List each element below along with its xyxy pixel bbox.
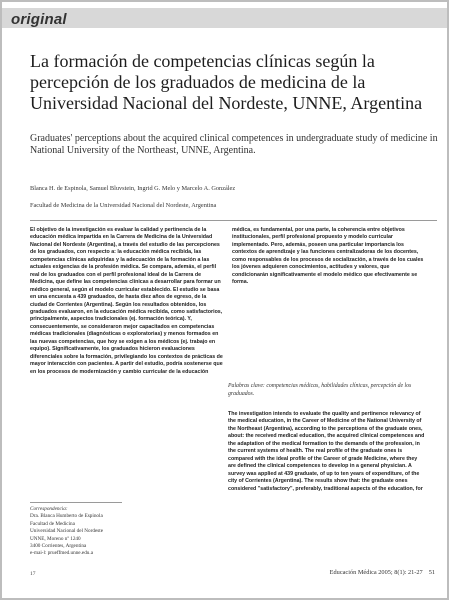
article-page <box>2 2 447 598</box>
abstract-es: El objetivo de la investigación es evaluar la calidad y pertinencia de la educación médica impartida en la Carrera de Medicina de la Universidad Nacional del Nordeste (Argentina), a través del estudio de las percepciones de los graduados, con respecto a: la educación médica recibida, las competencias clínicas adquiridas y la adecuación de la formación a las actuales exigencias de la profesión médica. Se compara, además, el perfil real de los graduados con el perfil profesional ideal de la Carrera de Medicina, que define las competencias clínicas a desarrollar para formar un médico general, según el modelo curricular establecido. El estudio se basa en una encuesta a 439 graduados, de hasta diez años de egreso, de la ciudad de Corrientes (Argentina). Según los resultados obtenidos, los graduados evaluaron, en la educación médica recibida, como satisfactorios, principalmente, aspectos tradicionales (ej. formación teórica). Y, consecuentemente, se consideraron mejor capacitados en competencias médicas tradicionales (diagnósticas o exploratorias) y menos formados en las nuevas competencias, que hoy se exigen a los médicos (ej. trabajo en equipo). Significativamente, los graduados hicieron evaluaciones diferenciales sobre la formación, privilegiando los contextos de prácticas de mayor interacción con pacientes. A partir del estudio, podría sostenerse que en los procesos de modernización y cambio curricular de la educación médica, es fundamental, por una parte, la coherencia entre objetivos institucionales, perfil profesional propuesto y modelo curricular implementado. Pero, además, poseen una particular importancia los contextos de aprendizaje y las funciones centralizadoras de los docentes, como responsables de los procesos de socialización, a través de los cuales los jóvenes adquieren conocimientos, actitudes y valores, que condicionarán significativamente el modelo médico que efectivamente se forma. <box>30 227 424 375</box>
article-title: La formación de competencias clínicas según la percepción de los graduados de medicina de la Universidad Nacional del Nordeste, UNNE, Argentina <box>30 51 423 113</box>
correspondence-email: e-mai-l: prueffmed.unne.edu.a <box>30 550 93 557</box>
section-header-bar <box>2 8 447 28</box>
author-affiliation: Facultad de Medicina de la Universidad Nacional del Nordeste, Argentina <box>30 202 217 209</box>
section-tag: original <box>11 11 67 28</box>
correspondence-line: Universidad Nacional del Nordeste <box>30 528 104 535</box>
correspondence-block <box>30 506 220 558</box>
keywords: Palabras clave: competencias médicas, habilidades clínicas, percepción de los graduados. <box>228 383 412 397</box>
abstract-es-container <box>30 227 426 377</box>
journal-footer <box>330 569 435 576</box>
abstract-en: The investigation intends to evaluate the quality and pertinence relevancy of the medical education, in the Career of Medicine of the National University of the Northeast (Argentina), according to the perceptions of the graduate ones, about: the received medical education, the acquired clinical competences and the adaptation of the medical formation to the demands of the profession, in the current systems of health. The real profile of the graduate ones is compared with the ideal profile of the Career of grade Medicine, where they are defined the clinical competences to develop in a general physician. A survey was applied at 439 graduate, of up to ten years of expenditure, of the city of Corrientes (Argentina). The results show that: the graduate ones considered "satisfactory", preferably, traditional aspects of the education, for <box>228 411 425 492</box>
correspondence-line: 3400 Corrientes, Argentina <box>30 543 87 550</box>
page-number: 51 <box>428 569 435 576</box>
correspondence-line: UNNE, Moreno nº 1240 <box>30 535 81 542</box>
correspondence-divider <box>30 502 122 503</box>
journal-citation: Educación Médica 2005; 8(1): 21-27 <box>329 569 423 576</box>
correspondence-line: Facultad de Medicina <box>30 520 75 527</box>
header-divider <box>30 220 437 221</box>
correspondence-line: Dra. Blanca Humberto de Espinola <box>30 513 103 520</box>
correspondence-label: Correspondencia: <box>30 506 68 512</box>
left-folio: 17 <box>30 571 36 577</box>
abstract-en-container <box>228 411 426 561</box>
author-list: Blanca H. de Espinola, Samuel Bluvstein, Ingrid G. Melo y Marcelo A. González <box>30 185 236 192</box>
article-subtitle: Graduates' perceptions about the acquired clinical competences in undergraduate study of medicine in National University of the Northeast, UNNE, Argentina. <box>30 133 438 156</box>
